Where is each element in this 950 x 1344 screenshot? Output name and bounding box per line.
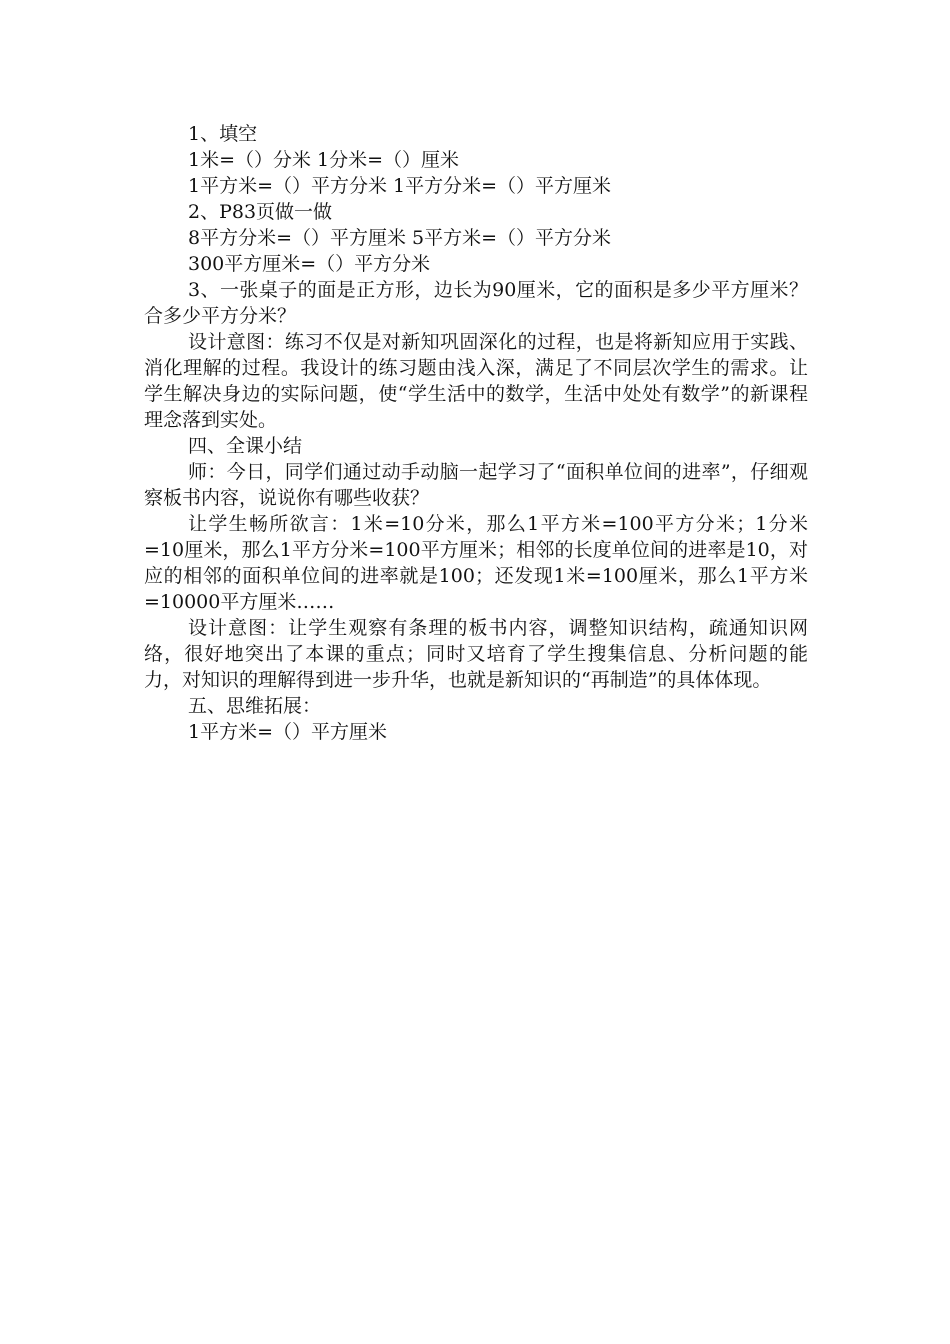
exercise-2-line-1: 8平方分米=（）平方厘米 5平方米=（）平方分米	[188, 227, 612, 249]
design-intent-paragraph-1: 设计意图：练习不仅是对新知巩固深化的过程，也是将新知应用于实践、消化理解的过程。我设计的练习题由浅入深，满足了不同层次学生的需求。让学生解决身边的实际问题，使“学生活中的数学，生活中处处有数学”的新课程理念落到实处。	[144, 331, 808, 431]
teacher-prompt-paragraph: 师：今日，同学们通过动手动脑一起学习了“面积单位间的进率”，仔细观察板书内容，说说你有哪些收获？	[144, 461, 808, 509]
extension-question: 1平方米=（）平方厘米	[188, 721, 388, 743]
exercise-1-line-1: 1米=（）分米 1分米=（）厘米	[188, 149, 460, 171]
design-intent-paragraph-2: 设计意图：让学生观察有条理的板书内容，调整知识结构，疏通知识网络，很好地突出了本课的重点；同时又培育了学生搜集信息、分析问题的能力，对知识的理解得到进一步升华，也就是新知识的“再制造”的具体体现。	[144, 617, 808, 691]
exercise-2-line-2: 300平方厘米=（）平方分米	[188, 253, 431, 275]
exercise-1-line-2: 1平方米=（）平方分米 1平方分米=（）平方厘米	[188, 175, 612, 197]
document-body	[144, 121, 808, 745]
exercise-3-question: 3、一张桌子的面是正方形，边长为90厘米，它的面积是多少平方厘米？合多少平方分米？	[144, 279, 808, 327]
exercise-2-heading: 2、P83页做一做	[188, 201, 333, 223]
section-5-heading: 五、思维拓展：	[188, 695, 322, 717]
section-4-heading: 四、全课小结	[188, 435, 303, 457]
exercise-1-heading: 1、填空	[188, 123, 258, 145]
students-answer-paragraph: 让学生畅所欲言：1米=10分米，那么1平方米=100平方分米；1分米=10厘米，那么1平方分米=100平方厘米；相邻的长度单位间的进率是10，对应的相邻的面积单位间的进率就是100；还发现1米=100厘米，那么1平方米=10000平方厘米……	[144, 513, 808, 613]
